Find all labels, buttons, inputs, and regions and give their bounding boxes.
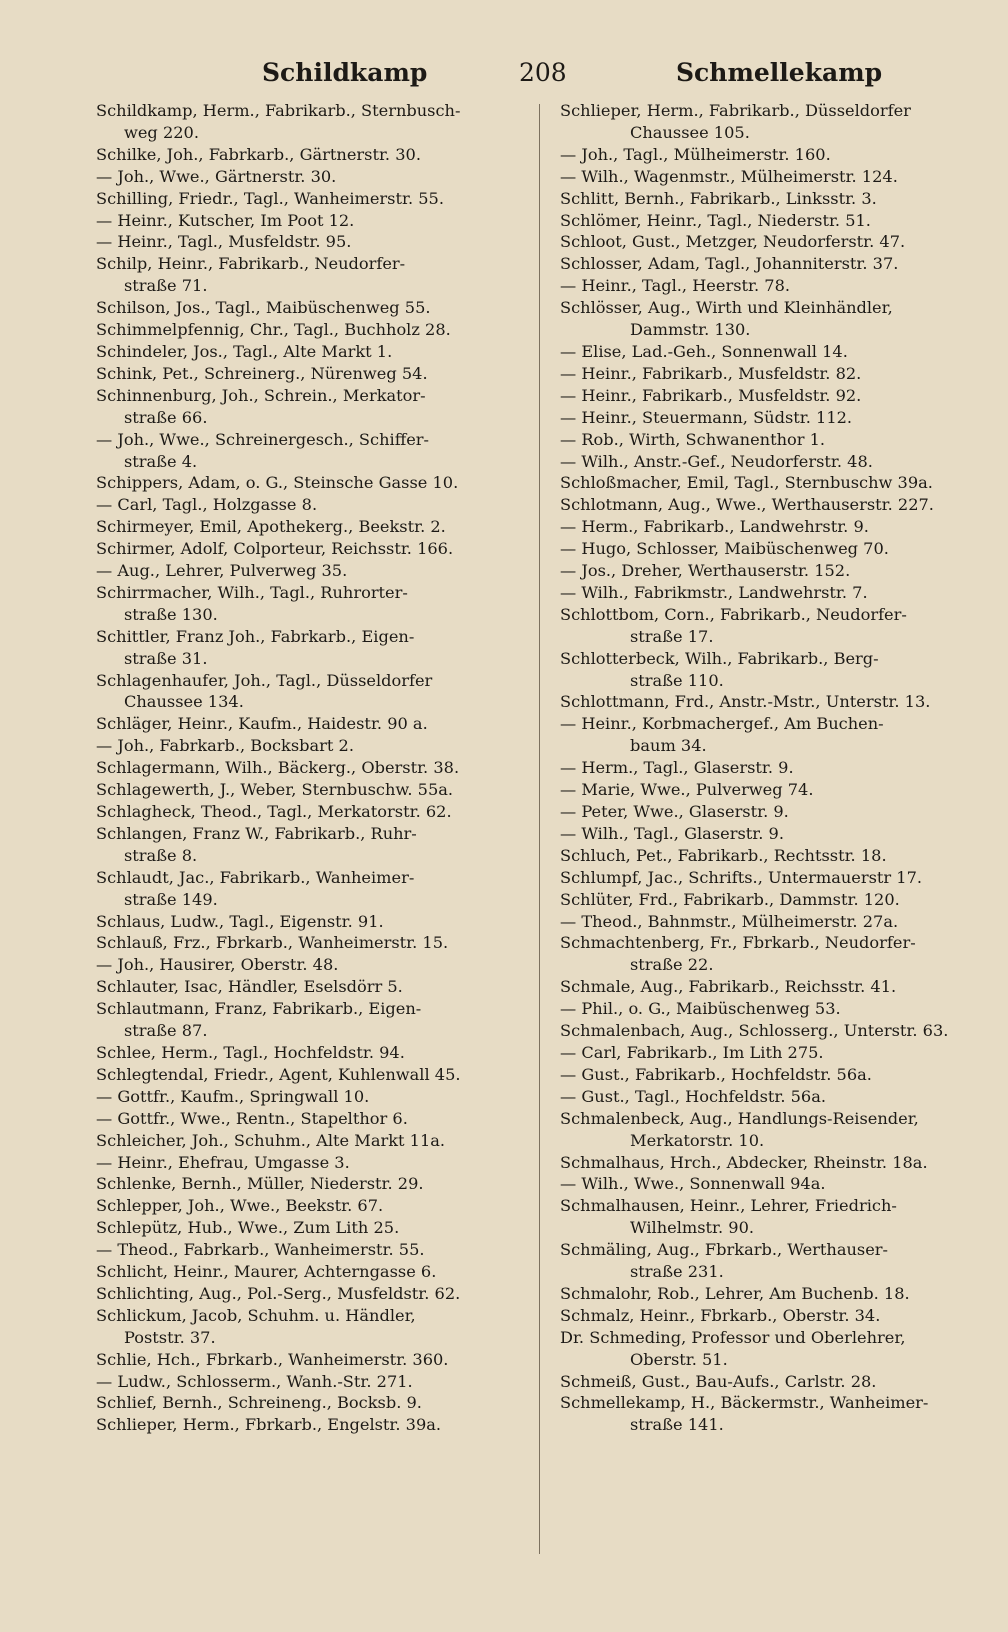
entry-continuation-line: Wilhelmstr. 90. <box>630 1218 755 1238</box>
directory-entry: Schlickum, Jacob, Schuhm. u. Händler, <box>96 1305 416 1325</box>
directory-entry: — Gottfr., Wwe., Rentn., Stapelthor 6. <box>96 1108 408 1128</box>
entry-continuation-line: straße 141. <box>630 1415 724 1435</box>
directory-entry: — Joh., Hausirer, Oberstr. 48. <box>96 955 339 975</box>
entry-continuation-line: straße 66. <box>124 407 208 427</box>
directory-entry: — Wilh., Tagl., Glaserstr. 9. <box>560 823 784 843</box>
directory-entry: — Phil., o. G., Maibüschenweg 53. <box>560 999 841 1019</box>
directory-entry: — Theod., Bahnmstr., Mülheimerstr. 27a. <box>560 911 899 931</box>
directory-entry: — Carl, Fabrikarb., Im Lith 275. <box>560 1042 824 1062</box>
directory-entry: — Jos., Dreher, Werthauserstr. 152. <box>560 561 851 581</box>
entry-continuation-line: Oberstr. 51. <box>630 1349 728 1369</box>
right-column <box>560 100 998 1436</box>
directory-entry: Schlosser, Adam, Tagl., Johanniterstr. 37. <box>560 254 899 274</box>
directory-entry: — Rob., Wirth, Schwanenthor 1. <box>560 429 826 449</box>
directory-entry: Schindeler, Jos., Tagl., Alte Markt 1. <box>96 341 393 361</box>
entry-continuation-line: straße 4. <box>124 451 198 471</box>
directory-entry: — Joh., Wwe., Schreinergesch., Schiffer- <box>96 429 429 449</box>
directory-entry: Schlagewerth, J., Weber, Sternbuschw. 55a. <box>96 780 454 800</box>
entry-continuation-line: straße 231. <box>630 1262 724 1282</box>
directory-entry: Schirmer, Adolf, Colporteur, Reichsstr. 166. <box>96 539 454 559</box>
directory-entry: Schmalohr, Rob., Lehrer, Am Buchenb. 18. <box>560 1283 910 1303</box>
directory-entry: Schmale, Aug., Fabrikarb., Reichsstr. 41. <box>560 977 897 997</box>
directory-entry: — Heinr., Tagl., Heerstr. 78. <box>560 276 791 296</box>
directory-entry: Schlie, Hch., Fbrkarb., Wanheimerstr. 360. <box>96 1349 449 1369</box>
directory-entry: — Gust., Fabrikarb., Hochfeldstr. 56a. <box>560 1064 872 1084</box>
directory-entry: — Gust., Tagl., Hochfeldstr. 56a. <box>560 1086 827 1106</box>
entry-continuation-line: straße 149. <box>124 889 218 909</box>
directory-entry: Schmachtenberg, Fr., Fbrkarb., Neudorfer- <box>560 933 916 953</box>
directory-entry: Schloot, Gust., Metzger, Neudorferstr. 47. <box>560 232 906 252</box>
directory-entry: Schittler, Franz Joh., Fabrkarb., Eigen- <box>96 626 415 646</box>
directory-entry: — Ludw., Schlosserm., Wanh.-Str. 271. <box>96 1371 413 1391</box>
directory-entry: Schlitt, Bernh., Fabrikarb., Linksstr. 3. <box>560 188 877 208</box>
directory-entry: Schleicher, Joh., Schuhm., Alte Markt 11a. <box>96 1130 446 1150</box>
directory-entry: Schlumpf, Jac., Schrifts., Untermauerstr 17. <box>560 867 923 887</box>
directory-entry: — Heinr., Fabrikarb., Musfeldstr. 92. <box>560 385 862 405</box>
directory-entry: — Wilh., Wagenmstr., Mülheimerstr. 124. <box>560 166 898 186</box>
directory-entry: Schirmeyer, Emil, Apothekerg., Beekstr. 2. <box>96 517 446 537</box>
directory-entry: Schlieper, Herm., Fabrikarb., Düsseldorfer <box>560 101 911 120</box>
directory-entry: — Joh., Tagl., Mülheimerstr. 160. <box>560 144 831 164</box>
directory-entry: Schlösser, Aug., Wirth und Kleinhändler, <box>560 298 893 318</box>
directory-entry: — Peter, Wwe., Glaserstr. 9. <box>560 802 789 821</box>
directory-entry: — Gottfr., Kaufm., Springwall 10. <box>96 1086 370 1106</box>
directory-entry: Schlagermann, Wilh., Bäckerg., Oberstr. 38. <box>96 758 460 778</box>
directory-entry: Schlotterbeck, Wilh., Fabrikarb., Berg- <box>560 648 879 668</box>
entry-continuation-line: straße 17. <box>630 626 714 646</box>
directory-entry: — Wilh., Fabrikmstr., Landwehrstr. 7. <box>560 582 868 602</box>
column-divider <box>539 104 540 1554</box>
directory-entry: Schlee, Herm., Tagl., Hochfeldstr. 94. <box>96 1042 405 1062</box>
directory-entry: — Joh., Wwe., Gärtnerstr. 30. <box>96 166 337 186</box>
directory-entry: Schlieper, Herm., Fbrkarb., Engelstr. 39a. <box>96 1415 442 1435</box>
directory-entry: — Heinr., Steuermann, Südstr. 112. <box>560 407 853 427</box>
directory-entry: Schluch, Pet., Fabrikarb., Rechtsstr. 18. <box>560 845 887 865</box>
directory-entry: Schlepper, Joh., Wwe., Beekstr. 67. <box>96 1196 384 1216</box>
directory-entry: Schmalhaus, Hrch., Abdecker, Rheinstr. 18a. <box>560 1152 928 1172</box>
directory-entry: Schloßmacher, Emil, Tagl., Sternbuschw 39a. <box>560 473 933 493</box>
directory-entry: Schlauter, Isac, Händler, Eselsdörr 5. <box>96 977 403 997</box>
directory-entry: Schmellekamp, H., Bäckermstr., Wanheimer- <box>560 1393 929 1413</box>
entry-continuation-line: straße 71. <box>124 276 208 296</box>
directory-entry: Schlüter, Frd., Fabrikarb., Dammstr. 120. <box>560 889 900 909</box>
directory-entry: Schilp, Heinr., Fabrikarb., Neudorfer- <box>96 254 406 274</box>
directory-entry: — Theod., Fabrkarb., Wanheimerstr. 55. <box>96 1240 425 1260</box>
directory-entry: Schlauß, Frz., Fbrkarb., Wanheimerstr. 15. <box>96 933 449 953</box>
directory-entry: Schlegtendal, Friedr., Agent, Kuhlenwall 45. <box>96 1064 461 1084</box>
directory-entry: Schmalz, Heinr., Fbrkarb., Oberstr. 34. <box>560 1305 881 1325</box>
directory-entry: — Aug., Lehrer, Pulverweg 35. <box>96 561 348 581</box>
directory-entry: Schlautmann, Franz, Fabrikarb., Eigen- <box>96 999 422 1019</box>
directory-entry: — Wilh., Wwe., Sonnenwall 94a. <box>560 1174 826 1194</box>
directory-entry: — Marie, Wwe., Pulverweg 74. <box>560 780 814 800</box>
directory-entry: Schlaudt, Jac., Fabrikarb., Wanheimer- <box>96 867 415 887</box>
directory-entry: — Heinr., Korbmachergef., Am Buchen- <box>560 714 884 734</box>
directory-entry: Schilling, Friedr., Tagl., Wanheimerstr. 55. <box>96 188 444 208</box>
directory-entry: Schlicht, Heinr., Maurer, Achterngasse 6. <box>96 1262 437 1282</box>
directory-entry: — Herm., Tagl., Glaserstr. 9. <box>560 758 794 778</box>
directory-entry: Schmalenbeck, Aug., Handlungs-Reisender, <box>560 1108 919 1128</box>
directory-entry: Schlichting, Aug., Pol.-Serg., Musfeldstr. 62. <box>96 1283 461 1303</box>
entry-continuation-line: Chaussee 105. <box>630 122 750 142</box>
left-column <box>96 100 534 1436</box>
directory-entry: Schmäling, Aug., Fbrkarb., Werthauser- <box>560 1240 888 1260</box>
directory-entry: — Joh., Fabrkarb., Bocksbart 2. <box>96 736 354 756</box>
page-header <box>0 52 1008 92</box>
directory-entry: — Heinr., Tagl., Musfeldstr. 95. <box>96 232 352 252</box>
entry-continuation-line: baum 34. <box>630 736 707 756</box>
directory-entry: Schlömer, Heinr., Tagl., Niederstr. 51. <box>560 210 871 230</box>
directory-entry: Schlepütz, Hub., Wwe., Zum Lith 25. <box>96 1218 400 1238</box>
directory-entry: Schläger, Heinr., Kaufm., Haidestr. 90 a. <box>96 714 428 734</box>
directory-entry: Schilson, Jos., Tagl., Maibüschenweg 55. <box>96 298 431 318</box>
header-left-keyword: Schildkamp <box>262 58 428 87</box>
directory-entry: — Wilh., Anstr.-Gef., Neudorferstr. 48. <box>560 451 873 471</box>
directory-entry: — Heinr., Ehefrau, Umgasse 3. <box>96 1152 350 1172</box>
directory-entry: Schink, Pet., Schreinerg., Nürenweg 54. <box>96 363 428 383</box>
directory-entry: Schinnenburg, Joh., Schrein., Merkator- <box>96 385 426 405</box>
directory-entry: Schirrmacher, Wilh., Tagl., Ruhrorter- <box>96 582 408 602</box>
directory-entry: Schlotmann, Aug., Wwe., Werthauserstr. 227. <box>560 495 934 515</box>
directory-entry: Schildkamp, Herm., Fabrikarb., Sternbusch- <box>96 101 461 120</box>
directory-entry: Schlagenhaufer, Joh., Tagl., Düsseldorfer <box>96 670 433 690</box>
entry-continuation-line: Dammstr. 130. <box>630 320 751 340</box>
directory-entry: Schmeiß, Gust., Bau-Aufs., Carlstr. 28. <box>560 1371 877 1391</box>
directory-entry: Schmalenbach, Aug., Schlosserg., Unterstr. 63. <box>560 1021 949 1041</box>
directory-entry: — Herm., Fabrikarb., Landwehrstr. 9. <box>560 517 869 537</box>
directory-entry: Schlief, Bernh., Schreineng., Bocksb. 9. <box>96 1393 422 1413</box>
directory-entry: Schlaus, Ludw., Tagl., Eigenstr. 91. <box>96 911 384 931</box>
directory-entry: Schlottmann, Frd., Anstr.-Mstr., Unterstr. 13. <box>560 692 931 712</box>
directory-entry: — Heinr., Kutscher, Im Poot 12. <box>96 210 355 230</box>
entry-continuation-line: weg 220. <box>124 122 199 142</box>
directory-entry: Schmalhausen, Heinr., Lehrer, Friedrich- <box>560 1196 897 1216</box>
directory-entry: Schlenke, Bernh., Müller, Niederstr. 29. <box>96 1174 424 1194</box>
directory-entry: — Carl, Tagl., Holzgasse 8. <box>96 495 318 515</box>
entry-continuation-line: straße 8. <box>124 845 198 865</box>
entry-continuation-line: Chaussee 134. <box>124 692 244 712</box>
directory-entry: — Elise, Lad.-Geh., Sonnenwall 14. <box>560 341 848 361</box>
entry-continuation-line: straße 110. <box>630 670 724 690</box>
directory-entry: — Hugo, Schlosser, Maibüschenweg 70. <box>560 539 889 559</box>
directory-entry: Schilke, Joh., Fabrkarb., Gärtnerstr. 30. <box>96 144 421 164</box>
entry-continuation-line: Merkatorstr. 10. <box>630 1130 765 1150</box>
directory-entry: Schlangen, Franz W., Fabrikarb., Ruhr- <box>96 823 417 843</box>
entry-continuation-line: straße 22. <box>630 955 714 975</box>
directory-entry: Schlagheck, Theod., Tagl., Merkatorstr. 62. <box>96 802 452 821</box>
header-right-keyword: Schmellekamp <box>676 58 883 87</box>
entry-continuation-line: straße 130. <box>124 604 218 624</box>
directory-entry: — Heinr., Fabrikarb., Musfeldstr. 82. <box>560 363 862 383</box>
directory-entry: Dr. Schmeding, Professor und Oberlehrer, <box>560 1327 906 1347</box>
page-number: 208 <box>519 58 567 87</box>
directory-entry: Schippers, Adam, o. G., Steinsche Gasse 10. <box>96 473 459 493</box>
directory-entry: Schimmelpfennig, Chr., Tagl., Buchholz 28. <box>96 320 451 340</box>
directory-entry: Schlottbom, Corn., Fabrikarb., Neudorfer- <box>560 604 907 624</box>
entry-continuation-line: Poststr. 37. <box>124 1327 216 1347</box>
entry-continuation-line: straße 31. <box>124 648 208 668</box>
entry-continuation-line: straße 87. <box>124 1021 208 1041</box>
